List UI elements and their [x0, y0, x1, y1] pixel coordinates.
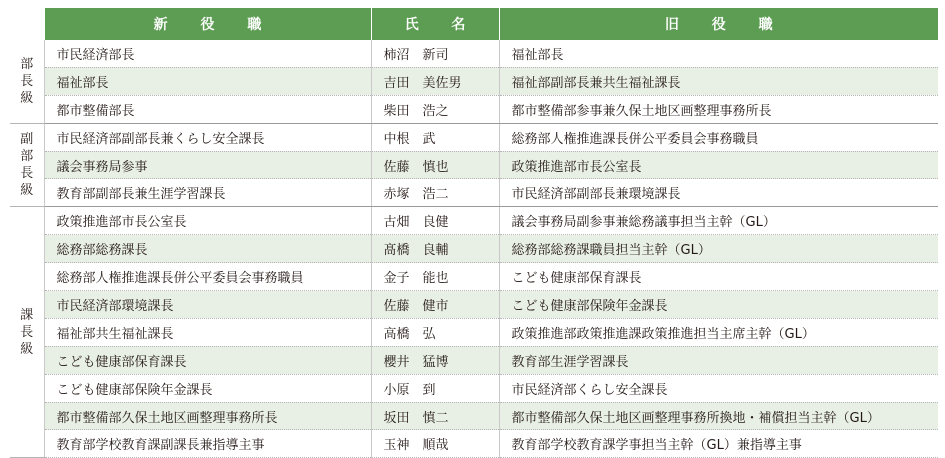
new-position-cell: 都市整備部長 — [44, 95, 371, 123]
table-row — [10, 207, 938, 235]
grade-group-label — [10, 207, 44, 458]
old-position-cell: こども健康部保険年金課長 — [499, 291, 938, 319]
new-position-cell: 福祉部共生福祉課長 — [44, 318, 371, 346]
grade-label-char: 長 — [20, 324, 34, 340]
name-cell: 吉田 美佐男 — [371, 67, 499, 95]
old-position-cell: 福祉部副部長兼共生福祉課長 — [499, 67, 938, 95]
new-position-cell: こども健康部保険年金課長 — [44, 374, 371, 402]
new-position-cell: 都市整備部久保土地区画整理事務所長 — [44, 402, 371, 430]
table-row — [10, 95, 938, 123]
grade-label-char: 課 — [20, 307, 34, 323]
table-header-row — [10, 8, 938, 40]
name-cell: 柴田 浩之 — [371, 95, 499, 123]
table-body — [10, 40, 938, 458]
old-position-cell: 市民経済部副部長兼環境課長 — [499, 179, 938, 207]
table-row — [10, 235, 938, 263]
table-row — [10, 402, 938, 430]
grade-label-char: 級 — [20, 183, 34, 198]
grade-label-char: 長 — [20, 73, 34, 89]
new-position-cell: 市民経済部長 — [44, 40, 371, 67]
grade-label-char: 部 — [20, 56, 34, 72]
table-row — [10, 179, 938, 207]
table-row — [10, 151, 938, 179]
new-position-cell: 政策推進部市長公室長 — [44, 207, 371, 235]
grade-label-char: 級 — [20, 90, 34, 106]
old-position-cell: 政策推進部政策推進課政策推進担当主席主幹（GL） — [499, 318, 938, 346]
old-position-cell: こども健康部保育課長 — [499, 263, 938, 291]
old-position-cell: 都市整備部参事兼久保土地区画整理事務所長 — [499, 95, 938, 123]
grade-group-label — [10, 123, 44, 207]
new-position-cell: 教育部学校教育課副課長兼指導主事 — [44, 430, 371, 458]
grade-label-char: 級 — [20, 341, 34, 357]
new-position-cell: 議会事務局参事 — [44, 151, 371, 179]
new-position-cell: 市民経済部環境課長 — [44, 291, 371, 319]
new-position-cell: 総務部総務課長 — [44, 235, 371, 263]
new-position-cell: 総務部人権推進課長併公平委員会事務職員 — [44, 263, 371, 291]
name-cell: 玉神 順哉 — [371, 430, 499, 458]
old-position-cell: 教育部学校教育課学事担当主幹（GL）兼指導主事 — [499, 430, 938, 458]
table-row — [10, 430, 938, 458]
old-position-cell: 都市整備部久保土地区画整理事務所換地・補償担当主幹（GL） — [499, 402, 938, 430]
table-row — [10, 263, 938, 291]
name-cell: 柿沼 新司 — [371, 40, 499, 67]
table-row — [10, 374, 938, 402]
name-cell: 坂田 慎二 — [371, 402, 499, 430]
name-cell: 髙橋 良輔 — [371, 235, 499, 263]
table-row — [10, 318, 938, 346]
grade-label-char: 長 — [20, 166, 34, 181]
name-cell: 中根 武 — [371, 123, 499, 151]
name-cell: 佐藤 健市 — [371, 291, 499, 319]
table-row — [10, 346, 938, 374]
name-cell: 高橋 弘 — [371, 318, 499, 346]
grade-group-label — [10, 40, 44, 123]
header-name: 氏 名 — [371, 8, 499, 40]
header-corner — [10, 8, 44, 40]
name-cell: 赤塚 浩二 — [371, 179, 499, 207]
name-cell: 古畑 良健 — [371, 207, 499, 235]
old-position-cell: 福祉部長 — [499, 40, 938, 67]
grade-label-char: 副 — [20, 132, 34, 147]
name-cell: 佐藤 慎也 — [371, 151, 499, 179]
old-position-cell: 総務部人権推進課長併公平委員会事務職員 — [499, 123, 938, 151]
new-position-cell: 市民経済部副部長兼くらし安全課長 — [44, 123, 371, 151]
name-cell: 櫻井 猛博 — [371, 346, 499, 374]
name-cell: 金子 能也 — [371, 263, 499, 291]
old-position-cell: 政策推進部市長公室長 — [499, 151, 938, 179]
table-row — [10, 67, 938, 95]
table-row — [10, 291, 938, 319]
old-position-cell: 教育部生涯学習課長 — [499, 346, 938, 374]
name-cell: 小原 到 — [371, 374, 499, 402]
header-new-position: 新 役 職 — [44, 8, 371, 40]
personnel-changes-table — [10, 8, 938, 458]
table-row — [10, 123, 938, 151]
grade-label-char: 部 — [20, 149, 34, 164]
new-position-cell: こども健康部保育課長 — [44, 346, 371, 374]
new-position-cell: 教育部副部長兼生涯学習課長 — [44, 179, 371, 207]
old-position-cell: 市民経済部くらし安全課長 — [499, 374, 938, 402]
old-position-cell: 総務部総務課職員担当主幹（GL） — [499, 235, 938, 263]
old-position-cell: 議会事務局副参事兼総務議事担当主幹（GL） — [499, 207, 938, 235]
header-old-position: 旧 役 職 — [499, 8, 938, 40]
table-row — [10, 40, 938, 67]
new-position-cell: 福祉部長 — [44, 67, 371, 95]
